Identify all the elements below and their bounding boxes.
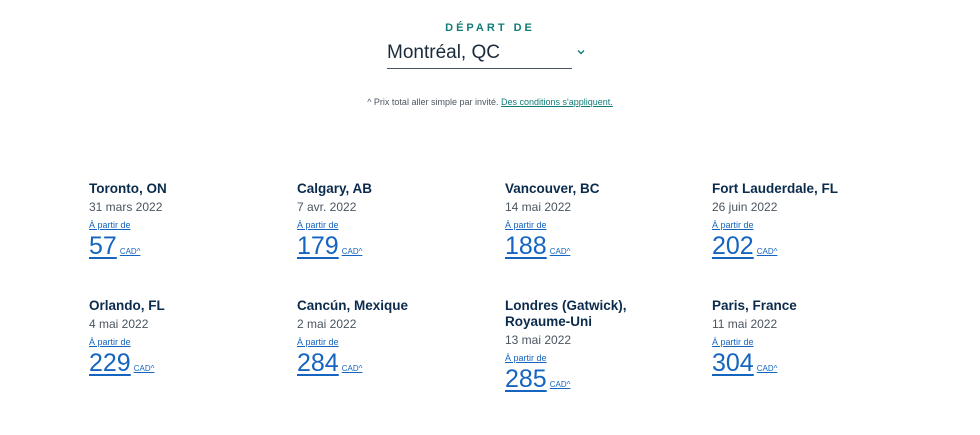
destination-city: Toronto, ON xyxy=(89,181,167,196)
destination-city: Calgary, AB xyxy=(297,181,373,196)
destination-date: 7 avr. 2022 xyxy=(297,200,357,214)
price-note-text: ^ Prix total aller simple par invité. xyxy=(367,97,499,107)
currency-label[interactable]: CAD^ xyxy=(119,247,141,256)
destination-date: 26 juin 2022 xyxy=(712,200,778,214)
currency-label[interactable]: CAD^ xyxy=(341,247,363,256)
destination-city: Paris, France xyxy=(712,298,797,313)
price-note xyxy=(0,97,980,107)
from-label[interactable]: À partir de xyxy=(505,220,547,230)
destination-card[interactable] xyxy=(712,181,892,261)
currency-label[interactable]: CAD^ xyxy=(549,247,571,256)
currency-label[interactable]: CAD^ xyxy=(549,380,571,389)
destination-card[interactable] xyxy=(712,298,892,378)
from-label[interactable]: À partir de xyxy=(297,337,339,347)
destination-city: Orlando, FL xyxy=(89,298,165,313)
destination-date: 31 mars 2022 xyxy=(89,200,163,214)
destination-price[interactable]: 188 xyxy=(505,232,547,260)
chevron-down-icon[interactable] xyxy=(577,48,585,56)
destination-card[interactable] xyxy=(297,298,477,378)
destination-price[interactable]: 229 xyxy=(89,349,131,377)
destination-card[interactable] xyxy=(89,298,269,378)
departure-label: DÉPART DE xyxy=(445,22,535,34)
destination-city: Vancouver, BC xyxy=(505,181,600,196)
from-label[interactable]: À partir de xyxy=(89,220,131,230)
destination-date: 14 mai 2022 xyxy=(505,200,572,214)
destination-card[interactable] xyxy=(297,181,477,261)
destination-price[interactable]: 202 xyxy=(712,232,754,260)
currency-label[interactable]: CAD^ xyxy=(341,364,363,373)
conditions-link[interactable]: Des conditions s'appliquent. xyxy=(501,97,613,107)
destination-date: 2 mai 2022 xyxy=(297,317,357,331)
from-label[interactable]: À partir de xyxy=(712,220,754,230)
destination-date: 4 mai 2022 xyxy=(89,317,149,331)
destination-date: 11 mai 2022 xyxy=(712,317,778,331)
currency-label[interactable]: CAD^ xyxy=(756,247,778,256)
destination-city: Cancún, Mexique xyxy=(297,298,409,313)
destination-price[interactable]: 179 xyxy=(297,232,339,260)
destination-city: Londres (Gatwick), Royaume-Uni xyxy=(505,298,627,329)
destination-price[interactable]: 285 xyxy=(505,365,547,393)
destination-city: Fort Lauderdale, FL xyxy=(712,181,839,196)
from-label[interactable]: À partir de xyxy=(505,353,547,363)
destination-price[interactable]: 284 xyxy=(297,349,339,377)
currency-label[interactable]: CAD^ xyxy=(133,364,155,373)
destination-date: 13 mai 2022 xyxy=(505,333,572,347)
destination-card[interactable] xyxy=(505,298,685,394)
destination-price[interactable]: 57 xyxy=(89,232,117,260)
destination-price[interactable]: 304 xyxy=(712,349,754,377)
departure-select-value: Montréal, QC xyxy=(387,42,500,63)
destination-card[interactable] xyxy=(89,181,269,261)
from-label[interactable]: À partir de xyxy=(297,220,339,230)
destination-card[interactable] xyxy=(505,181,685,261)
from-label[interactable]: À partir de xyxy=(89,337,131,347)
from-label[interactable]: À partir de xyxy=(712,337,754,347)
departure-select[interactable] xyxy=(387,40,572,69)
currency-label[interactable]: CAD^ xyxy=(756,364,778,373)
